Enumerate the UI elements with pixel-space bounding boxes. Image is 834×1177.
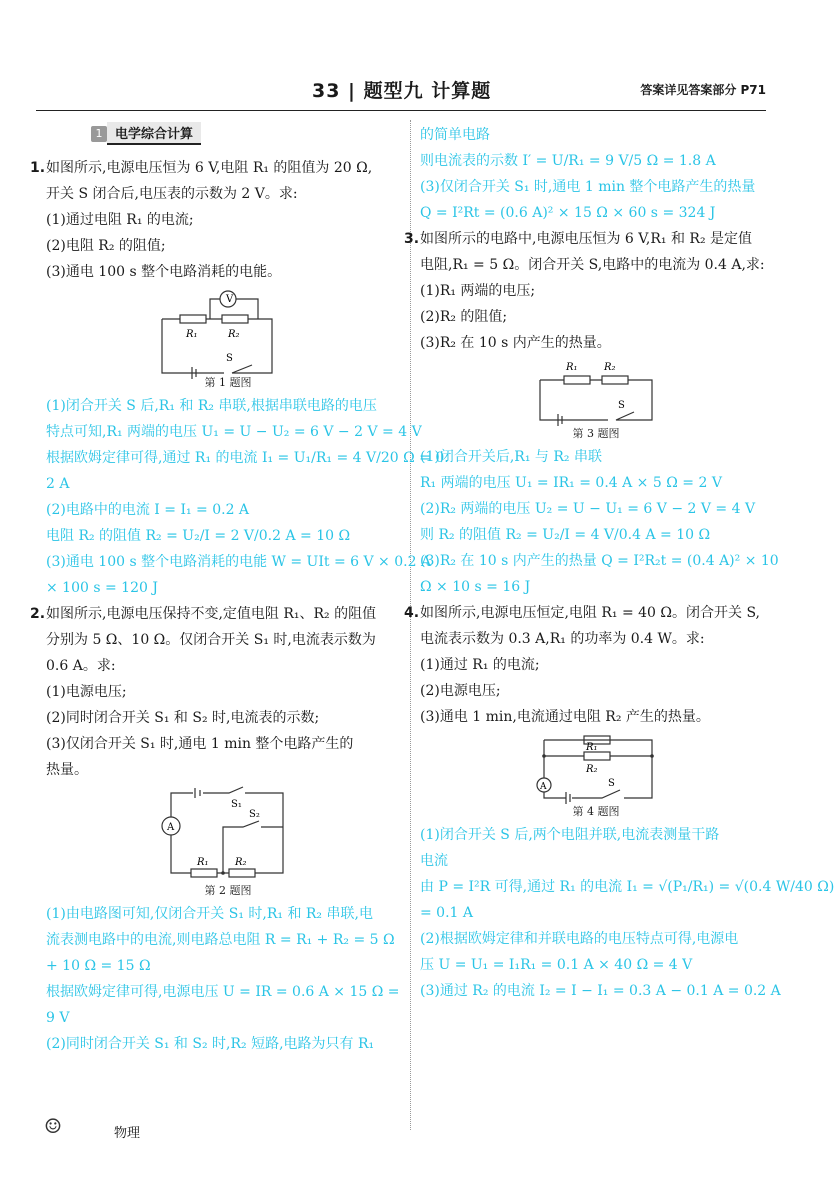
question-text-line: 分别为 5 Ω、10 Ω。仅闭合开关 S₁ 时,电流表示数为 [46,632,376,648]
subject-label: 物理 [114,1126,141,1141]
question-number: 4. [404,605,420,621]
ammeter-label: A [540,782,547,792]
question-text-line: (2)电阻 R₂ 的阻值; [46,238,166,254]
right-column [404,122,834,1004]
answer-line: 电流 [420,853,448,869]
question-text-line: (2)电源电压; [420,683,501,699]
answer-reference: 答案详见答案部分 P71 [640,83,766,97]
question-text-line: (3)通电 1 min,电流通过电阻 R₂ 产生的热量。 [420,709,710,725]
answer-line: 流表测电路中的电流,则电路总电阻 R = R₁ + R₂ = 5 Ω [46,932,395,948]
answer-line: (3)通过 R₂ 的电流 I₂ = I − I₁ = 0.3 A − 0.1 A = 0.2 A [420,983,781,999]
answer-line: 根据欧姆定律可得,电源电压 U = IR = 0.6 A × 15 Ω = [46,984,400,1000]
answer-line: (3)通电 100 s 整个电路消耗的电能 W = UIt = 6 V × 0.2 A [46,554,432,570]
section-tag [91,122,410,145]
mascot-icon: ☺ [44,1114,62,1138]
section-number: 1 [91,126,107,142]
question-text-line: 0.6 A。求: [46,658,116,674]
answer-line: 2 A [46,476,70,492]
answer-line: (1)闭合开关 S 后,两个电阻并联,电流表测量干路 [420,827,720,843]
question-1 [30,155,449,601]
switch-label: S₂ [249,809,260,820]
voltmeter-label: V [226,294,234,305]
question-2 [30,601,410,1057]
answer-line: (2)根据欧姆定律和并联电路的电压特点可得,电源电 [420,931,739,947]
answer-line: (2)电路中的电流 I = I₁ = 0.2 A [46,502,250,518]
answer-line: Q = I²Rt = (0.6 A)² × 15 Ω × 60 s = 324 J [420,205,716,221]
answer-line: R₁ 两端的电压 U₁ = IR₁ = 0.4 A × 5 Ω = 2 V [420,475,722,491]
answer-line: 则电流表的示数 I′ = U/R₁ = 9 V/5 Ω = 1.8 A [420,153,716,169]
question-text-line: 2. 如图所示,电源电压保持不变,定值电阻 R₁、R₂ 的阻值 [46,601,410,627]
answer-line: + 10 Ω = 15 Ω [46,958,151,974]
resistor-label: R₂ [586,764,598,775]
answer-line: (1)闭合开关 S 后,R₁ 和 R₂ 串联,根据串联电路的电压 [46,398,377,414]
question-text-line: 热量。 [46,762,88,778]
resistor-label: R₁ [566,362,578,373]
question-text-line: 开关 S 闭合后,电压表的示数为 2 V。求: [46,186,298,202]
circuit-diagram-4 [534,734,658,804]
page-title: 33 | 题型九 计算题 [312,80,492,102]
answer-line: 电阻 R₂ 的阻值 R₂ = U₂/I = 2 V/0.2 A = 10 Ω [46,528,351,544]
figure-caption: 第 2 题图 [204,884,252,897]
answer-line: 由 P = I²R 可得,通过 R₁ 的电流 I₁ = √(P₁/R₁) = √(0.4 W/40 Ω) [420,879,834,895]
resistor-label: R₂ [604,362,616,373]
resistor-label: R₁ [586,742,598,753]
figure-caption: 第 3 题图 [572,427,620,440]
question-text-line: (1)电源电压; [46,684,127,700]
answer-line: (1)由电路图可知,仅闭合开关 S₁ 时,R₁ 和 R₂ 串联,电 [46,906,373,922]
switch-label: S [226,353,233,364]
answer-line: (2)同时闭合开关 S₁ 和 S₂ 时,R₂ 短路,电路为只有 R₁ [46,1036,375,1052]
question-text-line: (1)通过 R₁ 的电流; [420,657,540,673]
answer-line: 根据欧姆定律可得,通过 R₁ 的电流 I₁ = U₁/R₁ = 4 V/20 Ω = 0. [46,450,449,466]
question-number: 2. [30,606,46,622]
question-text-line: 3. 如图所示的电路中,电源电压恒为 6 V,R₁ 和 R₂ 是定值 [420,226,772,252]
answer-line: Ω × 10 s = 16 J [420,579,531,595]
circuit-diagram-1 [158,289,298,375]
question-2-continued [420,122,772,226]
question-text-line: (2)R₂ 的阻值; [420,309,508,325]
header-rule [36,110,766,111]
question-text-line: (3)仅闭合开关 S₁ 时,通电 1 min 整个电路产生的 [46,736,354,752]
question-number: 1. [30,160,46,176]
figure-caption: 第 1 题图 [204,376,252,389]
question-text-line: (2)同时闭合开关 S₁ 和 S₂ 时,电流表的示数; [46,710,320,726]
answer-line: (3)R₂ 在 10 s 内产生的热量 Q = I²R₂t = (0.4 A)² × 10 [420,553,779,569]
resistor-label: R₁ [197,857,209,868]
question-text-line: (3)通电 100 s 整个电路消耗的电能。 [46,264,282,280]
question-text-line: (1)通过电阻 R₁ 的电流; [46,212,194,228]
question-text-line: (1)R₁ 两端的电压; [420,283,536,299]
answer-line: 的简单电路 [420,127,490,143]
circuit-diagram-2 [153,787,303,883]
answer-line: 则 R₂ 的阻值 R₂ = U₂/I = 4 V/0.4 A = 10 Ω [420,527,711,543]
switch-label: S [608,778,615,789]
answer-line: 特点可知,R₁ 两端的电压 U₁ = U − U₂ = 6 V − 2 V = 4 V [46,424,422,440]
section-title: 电学综合计算 [107,122,201,145]
resistor-label: R₂ [228,329,240,340]
question-text-line: 电流表示数为 0.3 A,R₁ 的功率为 0.4 W。求: [420,631,705,647]
switch-label: S₁ [231,799,242,810]
question-text-line: 1. 如图所示,电源电压恒为 6 V,电阻 R₁ 的阻值为 20 Ω, [46,155,410,181]
answer-line: (1)闭合开关后,R₁ 与 R₂ 串联 [420,449,602,465]
answer-line: × 100 s = 120 J [46,580,158,596]
answer-line: (2)R₂ 两端的电压 U₂ = U − U₁ = 6 V − 2 V = 4 V [420,501,756,517]
switch-label: S [618,400,625,411]
resistor-label: R₂ [235,857,247,868]
answer-line: = 0.1 A [420,905,474,921]
ammeter-label: A [167,822,175,833]
circuit-diagram-3 [536,360,656,426]
question-3 [404,226,779,600]
question-text-line: (3)R₂ 在 10 s 内产生的热量。 [420,335,611,351]
figure-caption: 第 4 题图 [572,805,620,818]
question-text-line: 4. 如图所示,电源电压恒定,电阻 R₁ = 40 Ω。闭合开关 S, [420,600,772,626]
question-number: 3. [404,231,420,247]
question-4 [404,600,834,1004]
answer-line: 压 U = U₁ = I₁R₁ = 0.1 A × 40 Ω = 4 V [420,957,693,973]
question-text-line: 电阻,R₁ = 5 Ω。闭合开关 S,电路中的电流为 0.4 A,求: [420,257,765,273]
answer-line: (3)仅闭合开关 S₁ 时,通电 1 min 整个电路产生的热量 [420,179,756,195]
resistor-label: R₁ [186,329,198,340]
answer-line: 9 V [46,1010,70,1026]
